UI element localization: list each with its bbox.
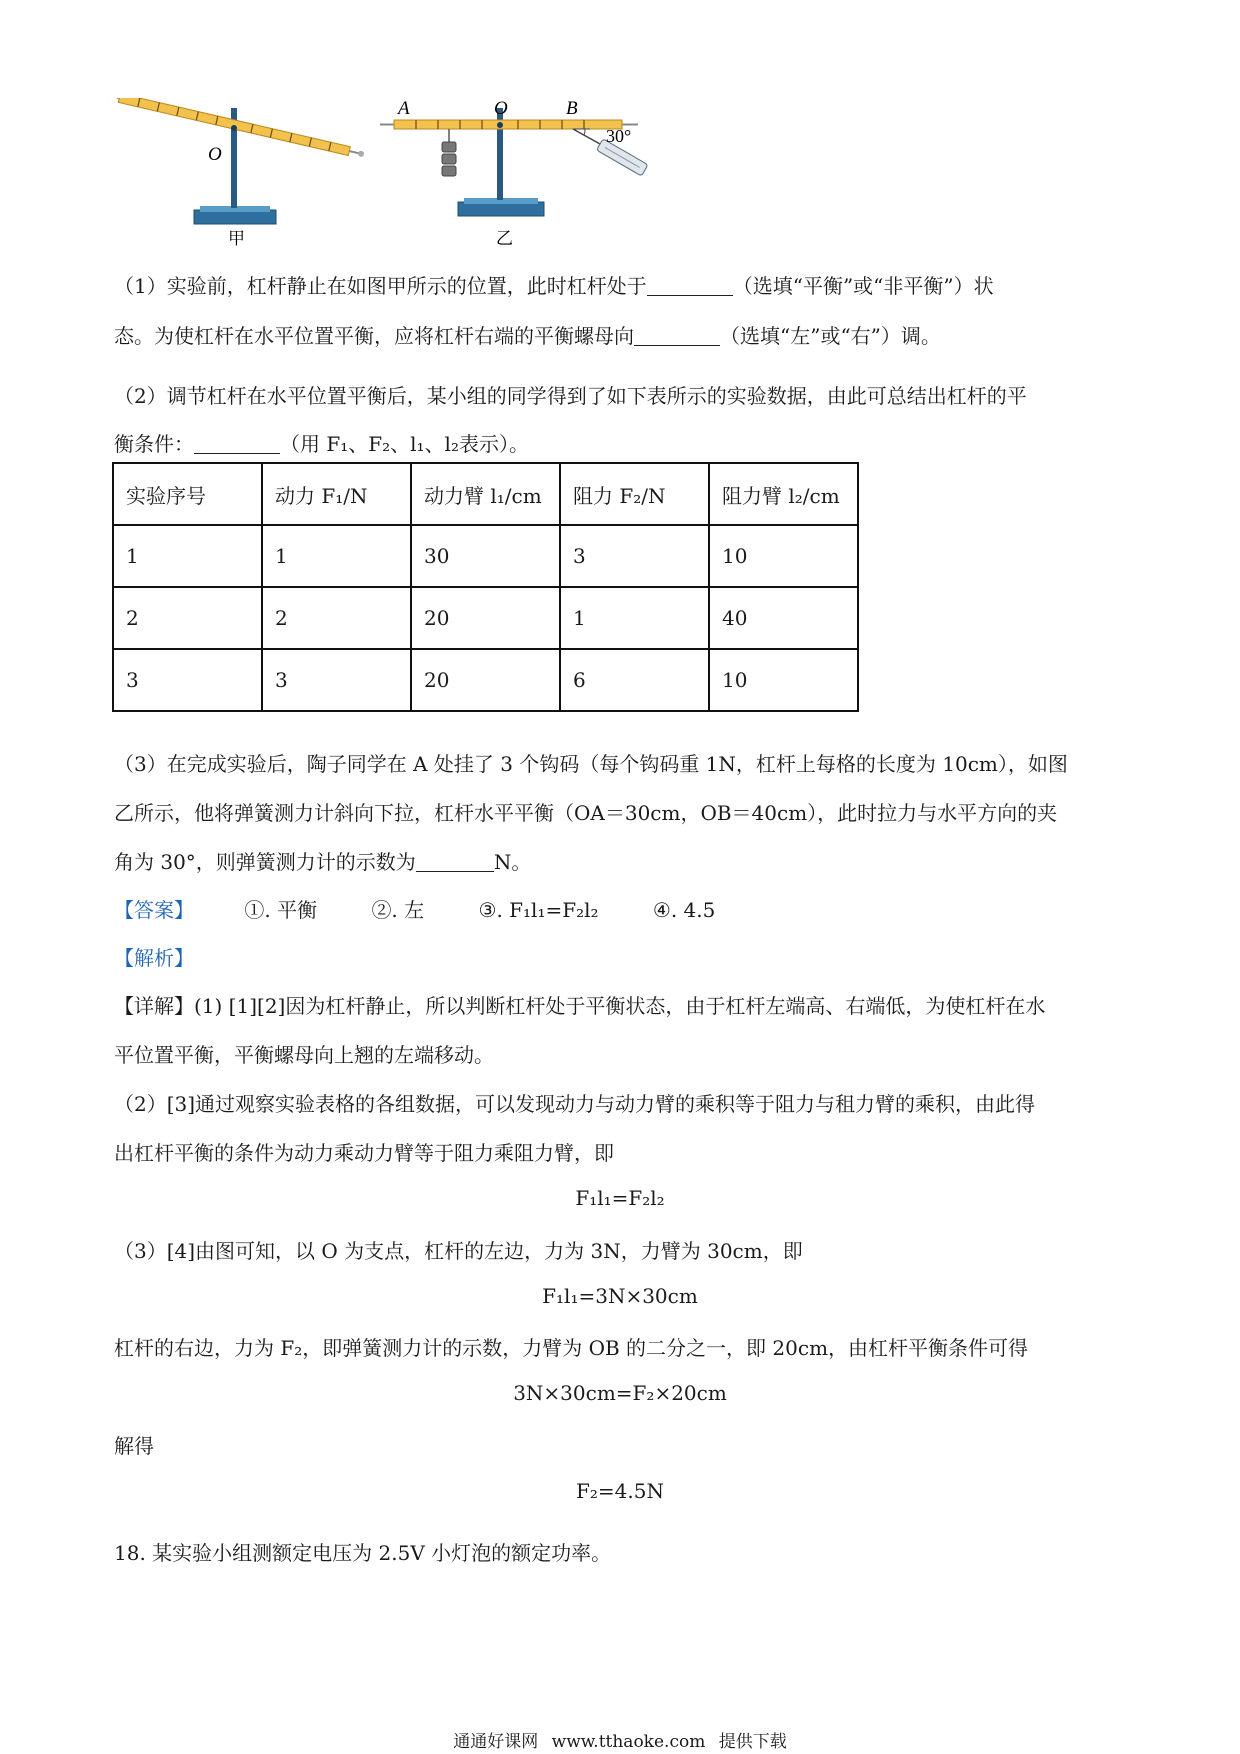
analysis-d3-line1: （3）[4]由图可知，以 O 为支点，杠杆的左边，力为 3N，力臂为 30cm，即 xyxy=(114,1239,803,1263)
table-cell: 3 xyxy=(113,649,262,711)
q1-line2: 态。为使杠杆在水平位置平衡，应将杠杆右端的平衡螺母向 （选填“左”或“右”）调。 xyxy=(114,324,941,348)
answer-item: ②. 左 xyxy=(371,898,425,922)
table-row xyxy=(113,525,858,587)
analysis-d3-line2: 杠杆的右边，力为 F₂，即弹簧测力计的示数，力臂为 OB 的二分之一，即 20cm，由杠杆平衡条件可得 xyxy=(114,1336,1029,1360)
caption-yi: 乙 xyxy=(496,229,513,248)
table-cell: 30 xyxy=(411,525,560,587)
page-footer xyxy=(0,1727,1240,1752)
label-b: B xyxy=(566,98,578,119)
q2-line1: （2）调节杠杆在水平位置平衡后，某小组的同学得到了如下表所示的实验数据，由此可总结出杠杆的平 xyxy=(114,384,1027,408)
answer-item: ③. F₁l₁=F₂l₂ xyxy=(478,898,599,922)
label-o-yi: O xyxy=(494,98,508,119)
table-cell: 10 xyxy=(709,525,858,587)
equation-1: F₁l₁=F₂l₂ xyxy=(575,1186,665,1210)
equation-2: F₁l₁=3N×30cm xyxy=(542,1284,698,1308)
analysis-tag: 【解析】 xyxy=(114,946,194,970)
table-cell: 3 xyxy=(262,649,411,711)
footer-suffix: 提供下载 xyxy=(718,1732,787,1752)
figure-jia xyxy=(108,98,368,248)
q3-line2: 乙所示，他将弹簧测力计斜向下拉，杠杆水平平衡（OA＝30cm，OB＝40cm），此时拉力与水平方向的夹 xyxy=(114,801,1058,825)
table-header: 阻力 F₂/N xyxy=(560,463,709,525)
answer-line xyxy=(114,894,763,923)
table-cell: 20 xyxy=(411,649,560,711)
footer-url[interactable]: www.tthaoke.com xyxy=(551,1732,706,1752)
table-cell: 1 xyxy=(262,525,411,587)
table-header-row xyxy=(113,463,858,525)
analysis-d2-line2: 出杠杆平衡的条件为动力乘动力臂等于阻力乘阻力臂，即 xyxy=(114,1141,614,1165)
analysis-d3-line3: 解得 xyxy=(114,1434,154,1458)
answer-item: ①. 平衡 xyxy=(244,898,318,922)
table-cell: 20 xyxy=(411,587,560,649)
experiment-table xyxy=(112,462,859,712)
answer-item: ④. 4.5 xyxy=(652,898,716,922)
answer-tag: 【答案】 xyxy=(114,898,194,922)
table-cell: 2 xyxy=(262,587,411,649)
label-a: A xyxy=(398,98,410,119)
table-row xyxy=(113,587,858,649)
analysis-d2-line1: （2）[3]通过观察实验表格的各组数据，可以发现动力与动力臂的乘积等于阻力与租力臂的乘积，由此得 xyxy=(114,1092,1036,1116)
table-cell: 10 xyxy=(709,649,858,711)
analysis-d1-line1: 【详解】(1) [1][2]因为杠杆静止，所以判断杠杆处于平衡状态，由于杠杆左端高、右端低，为使杠杆在水 xyxy=(114,994,1046,1018)
label-o-jia: O xyxy=(208,144,222,165)
answer-blank-3[interactable] xyxy=(194,433,280,454)
table-cell: 40 xyxy=(709,587,858,649)
answer-blank-2[interactable] xyxy=(634,325,720,346)
q3-line3: 角为 30°，则弹簧测力计的示数为 N。 xyxy=(114,850,532,874)
table-cell: 2 xyxy=(113,587,262,649)
figure-yi xyxy=(378,98,668,248)
q1-line1: （1）实验前，杠杆静止在如图甲所示的位置，此时杠杆处于 （选填“平衡”或“非平衡”）状 xyxy=(114,274,994,298)
angle-label: 30° xyxy=(606,126,632,146)
table-row xyxy=(113,649,858,711)
table-header: 实验序号 xyxy=(113,463,262,525)
answer-blank-1[interactable] xyxy=(647,275,733,296)
answer-blank-4[interactable] xyxy=(416,851,494,872)
table-header: 动力 F₁/N xyxy=(262,463,411,525)
table-header: 动力臂 l₁/cm xyxy=(411,463,560,525)
table-cell: 1 xyxy=(113,525,262,587)
table-header: 阻力臂 l₂/cm xyxy=(709,463,858,525)
next-question: 18. 某实验小组测额定电压为 2.5V 小灯泡的额定功率。 xyxy=(114,1541,612,1565)
q3-line1: （3）在完成实验后，陶子同学在 A 处挂了 3 个钩码（每个钩码重 1N，杠杆上每格的长度为 10cm），如图 xyxy=(114,752,1068,776)
table-cell: 1 xyxy=(560,587,709,649)
analysis-d1-line2: 平位置平衡，平衡螺母向上翘的左端移动。 xyxy=(114,1043,494,1067)
footer-site: 通通好课网 xyxy=(453,1732,539,1752)
table-cell: 6 xyxy=(560,649,709,711)
q2-line2: 衡条件： （用 F₁、F₂、l₁、l₂表示）。 xyxy=(114,432,529,456)
equation-4: F₂=4.5N xyxy=(576,1479,664,1503)
table-cell: 3 xyxy=(560,525,709,587)
equation-3: 3N×30cm=F₂×20cm xyxy=(513,1381,727,1405)
caption-jia: 甲 xyxy=(228,229,245,248)
